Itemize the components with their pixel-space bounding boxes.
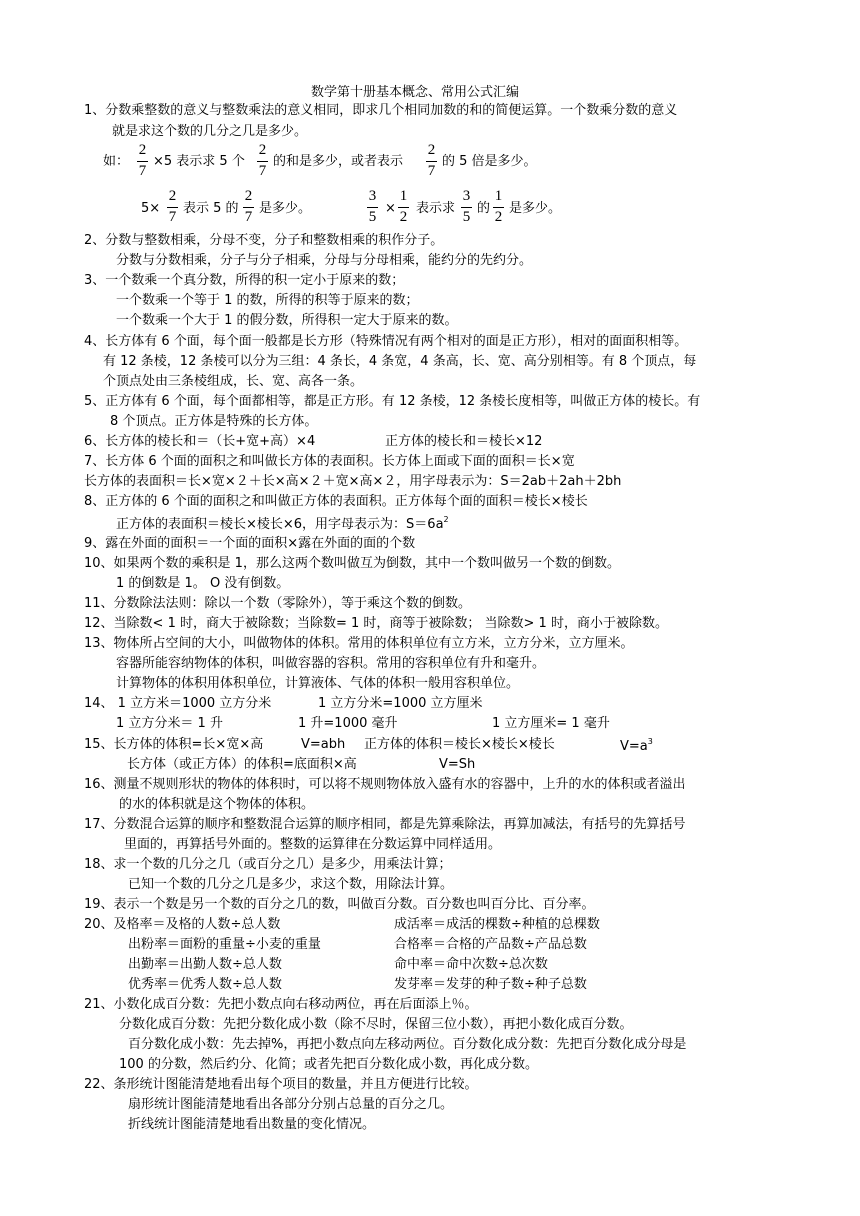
- item-11: 11、分数除法法则：除以一个数（零除外），等于乘这个数的倒数。: [84, 596, 472, 611]
- example-text: ×5 表示求 5 个: [153, 154, 245, 169]
- fraction-bar: [137, 161, 148, 162]
- formula-text: 正方体的表面积＝棱长×棱长×6，用字母表示为：S＝6a: [116, 517, 444, 532]
- item-19: 19、表示一个数是另一个数的百分之几的数，叫做百分数。百分数也叫百分比、百分率。: [84, 897, 595, 912]
- formula-text: V=a: [620, 739, 648, 754]
- fraction-bar: [493, 207, 504, 208]
- item-10-line-1: 10、如果两个数的乘积是 1，那么这两个数叫做互为倒数，其中一个数叫做另一个数的倒数。: [84, 556, 620, 571]
- fraction-denominator: 5: [368, 209, 377, 225]
- fraction-bar: [257, 161, 268, 162]
- item-21-line-3: 百分数化成小数：先去掉%，再把小数点向左移动两位。百分数化成分数：先把百分数化成分母是: [128, 1037, 687, 1052]
- item-22-line-1: 22、条形统计图能清楚地看出每个项目的数量，并且方便进行比较。: [84, 1077, 478, 1092]
- fraction-denominator: 7: [244, 209, 253, 225]
- fraction-denominator: 5: [462, 209, 471, 225]
- item-16-line-2: 的水的体积就是这个物体的体积。: [119, 797, 315, 812]
- fraction-bar: [426, 161, 437, 162]
- fraction-bar: [167, 207, 178, 208]
- item-20-line-2a: 出粉率＝面粉的重量÷小麦的重量: [128, 937, 321, 952]
- item-9: 9、露在外面的面积＝一个面的面积×露在外面的面的个数: [84, 536, 416, 551]
- fraction-denominator: 7: [427, 163, 436, 179]
- item-8-line-2: [116, 516, 449, 531]
- fraction-3-5: [461, 189, 472, 225]
- fraction-denominator: 7: [138, 163, 147, 179]
- item-12: 12、当除数< 1 时，商大于被除数；当除数= 1 时，商等于被除数； 当除数> 1 时，商小于被除数。: [84, 616, 668, 631]
- fraction-3-5: [367, 189, 378, 225]
- item-20-line-1a: 20、及格率＝及格的人数÷总人数: [84, 917, 281, 932]
- item-20-line-3b: 命中率＝命中次数÷总次数: [394, 957, 548, 972]
- exponent: 3: [647, 737, 653, 746]
- fraction-numerator: 2: [168, 188, 177, 204]
- item-20-line-3a: 出勤率＝出勤人数÷总人数: [128, 957, 282, 972]
- fraction-2-7: [167, 189, 178, 225]
- example-text: 的和是多少，或者表示: [273, 154, 404, 169]
- item-7-line-2: 长方体的表面积＝长×宽×２＋长×高×２＋宽×高×２，用字母表示为：S＝2ab＋2ah＋2bh: [84, 474, 622, 489]
- example-prefix: 如：: [103, 154, 130, 169]
- item-1-line-1: 1、分数乘整数的意义与整数乘法的意义相同，即求几个相同加数的和的简便运算。一个数乘分数的意义: [84, 103, 678, 118]
- item-4-line-1: 4、长方体有 6 个面，每个面一般都是长方形（特殊情况有两个相对的面是正方形），相对的面面积相等。: [84, 334, 688, 349]
- item-15-line-2a: 长方体（或正方体）的体积=底面积×高: [127, 757, 357, 772]
- item-6-line-1a: 6、长方体的棱长和＝（长+宽+高）×4: [84, 434, 316, 449]
- fraction-numerator: 2: [138, 142, 147, 158]
- item-16-line-1: 16、测量不规则形状的物体的体积时，可以将不规则物体放入盛有水的容器中，上升的水的体积或者溢出: [84, 777, 686, 792]
- fraction-denominator: 7: [258, 163, 267, 179]
- example-text: 是多少。: [259, 201, 312, 216]
- example-text: 的: [477, 201, 491, 216]
- fraction-2-7: [243, 189, 254, 225]
- item-15-line-1a: 15、长方体的体积=长×宽×高: [84, 737, 264, 752]
- page-title: 数学第十册基本概念、常用公式汇编: [311, 85, 520, 100]
- item-5-line-1: 5、正方体有 6 个面，每个面都相等，都是正方形。有 12 条棱，12 条棱长度相等，叫做正方体的棱长。有: [84, 394, 701, 409]
- exponent: 2: [443, 515, 449, 524]
- item-3-line-3: 一个数乘一个大于 1 的假分数，所得积一定大于原来的数。: [116, 313, 458, 328]
- item-10-line-2: 1 的倒数是 1。 O 没有倒数。: [116, 576, 290, 591]
- item-15-line-2b: V=Sh: [439, 757, 476, 772]
- example-text: 表示 5 的: [183, 201, 239, 216]
- fraction-denominator: 2: [399, 209, 408, 225]
- item-22-line-3: 折线统计图能清楚地看出数量的变化情况。: [128, 1117, 376, 1132]
- item-13-line-3: 计算物体的体积用体积单位，计算液体、气体的体积一般用容积单位。: [116, 676, 520, 691]
- fraction-bar: [367, 207, 378, 208]
- item-7-line-1: 7、长方体 6 个面的面积之和叫做长方体的表面积。长方体上面或下面的面积＝长×宽: [84, 454, 575, 469]
- fraction-1-2: [493, 189, 504, 225]
- fraction-numerator: 3: [462, 188, 471, 204]
- item-20-line-4a: 优秀率＝优秀人数÷总人数: [128, 977, 282, 992]
- item-14-line-2c: 1 立方厘米= 1 毫升: [492, 716, 610, 731]
- item-15-line-1c: 正方体的体积＝棱长×棱长×棱长: [364, 737, 555, 752]
- item-3-line-2: 一个数乘一个等于 1 的数，所得的积等于原来的数；: [116, 293, 419, 308]
- item-17-line-1: 17、分数混合运算的顺序和整数混合运算的顺序相同，都是先算乘除法，再算加减法，有括号的先算括号: [84, 817, 686, 832]
- item-14-line-2b: 1 升=1000 毫升: [298, 716, 398, 731]
- example-text: 是多少。: [509, 201, 562, 216]
- item-22-line-2: 扇形统计图能清楚地看出各部分分别占总量的百分之几。: [128, 1097, 454, 1112]
- example-text: 表示求: [416, 201, 456, 216]
- item-20-line-2b: 合格率＝合格的产品数÷产品总数: [394, 937, 587, 952]
- item-20-line-4b: 发芽率＝发芽的种子数÷种子总数: [394, 977, 587, 992]
- fraction-numerator: 1: [399, 188, 408, 204]
- item-21-line-4: 100 的分数，然后约分、化简；或者先把百分数化成小数，再化成分数。: [119, 1057, 538, 1072]
- item-18-line-2: 已知一个数的几分之几是多少，求这个数，用除法计算。: [128, 877, 454, 892]
- fraction-bar: [243, 207, 254, 208]
- item-2-line-2: 分数与分数相乘，分子与分子相乘，分母与分母相乘，能约分的先约分。: [116, 253, 533, 268]
- fraction-1-2: [398, 189, 409, 225]
- item-6-line-1b: 正方体的棱长和＝棱长×12: [385, 434, 543, 449]
- fraction-bar: [461, 207, 472, 208]
- item-13-line-1: 13、物体所占空间的大小，叫做物体的体积。常用的体积单位有立方米，立方分米，立方厘米。: [84, 636, 634, 651]
- fraction-numerator: 3: [368, 188, 377, 204]
- fraction-2-7: [257, 143, 268, 179]
- item-21-line-1: 21、小数化成百分数：先把小数点向右移动两位，再在后面添上％。: [84, 997, 478, 1012]
- fraction-denominator: 7: [168, 209, 177, 225]
- item-21-line-2: 分数化成百分数：先把分数化成小数（除不尽时，保留三位小数），再把小数化成百分数。: [119, 1017, 633, 1032]
- example-text: 5×: [141, 201, 161, 216]
- item-5-line-2: 8 个顶点。正方体是特殊的长方体。: [110, 414, 318, 429]
- item-3-line-1: 3、一个数乘一个真分数，所得的积一定小于原来的数；: [84, 273, 405, 288]
- item-18-line-1: 18、求一个数的几分之几（或百分之几）是多少，用乘法计算；: [84, 857, 452, 872]
- fraction-numerator: 2: [258, 142, 267, 158]
- example-text: 的 5 倍是多少。: [442, 154, 537, 169]
- item-2-line-1: 2、分数与整数相乘，分母不变，分子和整数相乘的积作分子。: [84, 233, 444, 248]
- item-14-line-1a: 14、 1 立方米＝1000 立方分米: [84, 696, 272, 711]
- fraction-2-7: [137, 143, 148, 179]
- item-4-line-3: 个顶点处由三条棱组成，长、宽、高各一条。: [103, 374, 364, 389]
- item-15-line-1d: [620, 738, 653, 753]
- fraction-numerator: 1: [494, 188, 503, 204]
- item-14-line-2a: 1 立方分米＝ 1 升: [116, 716, 223, 731]
- fraction-denominator: 2: [494, 209, 503, 225]
- item-17-line-2: 里面的，再算括号外面的。整数的运算律在分数运算中同样适用。: [124, 837, 502, 852]
- example-text: ×: [385, 201, 396, 216]
- fraction-bar: [398, 207, 409, 208]
- item-20-line-1b: 成活率＝成活的棵数÷种植的总棵数: [394, 917, 600, 932]
- item-1-line-2: 就是求这个数的几分之几是多少。: [112, 124, 308, 139]
- item-4-line-2: 有 12 条棱，12 条棱可以分为三组：4 条长，4 条宽，4 条高，长、宽、高分别相等。有 8 个顶点，每: [103, 354, 697, 369]
- fraction-numerator: 2: [427, 142, 436, 158]
- fraction-numerator: 2: [244, 188, 253, 204]
- item-8-line-1: 8、正方体的 6 个面的面积之和叫做正方体的表面积。正方体每个面的面积＝棱长×棱长: [84, 494, 588, 509]
- item-13-line-2: 容器所能容纳物体的体积，叫做容器的容积。常用的容积单位有升和毫升。: [116, 656, 546, 671]
- fraction-2-7: [426, 143, 437, 179]
- item-14-line-1b: 1 立方分米=1000 立方厘米: [318, 696, 483, 711]
- item-15-line-1b: V=abh: [301, 737, 346, 752]
